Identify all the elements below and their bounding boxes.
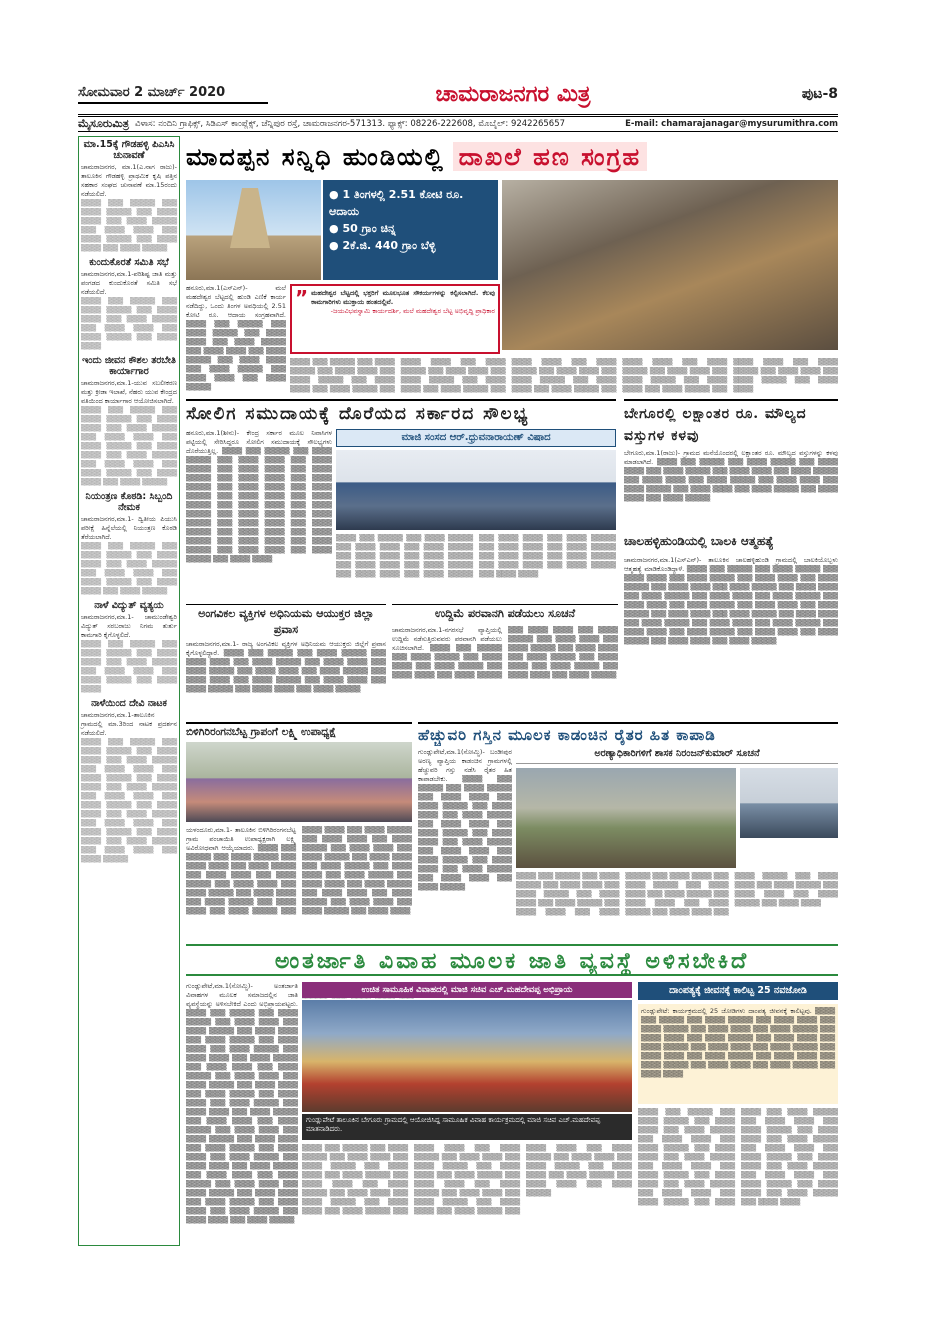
meeting-photo <box>336 450 616 530</box>
highlight-item: ● 50 ಗ್ರಾಂ ಚಿನ್ನ <box>329 222 396 235</box>
highlight-item: ● 2ಕೆ.ಜಿ. 440 ಗ್ರಾಂ ಬೆಳ್ಳಿ <box>329 239 436 252</box>
left-news-title: ನಾಳೆ ವಿದ್ಯುತ್ ವ್ಯತ್ಯಯ <box>94 600 164 611</box>
story1-quote-by: -ಜಯವಿಭವಸ್ವಾಮಿ ಕಾರ್ಯದರ್ಶಿ, ಮಲೆ ಮಹದೇಶ್ವರ ಬೆಟ್ಟ ಅಭಿವೃದ್ಧಿ ಪ್ರಾಧಿಕಾರ <box>330 307 495 315</box>
story9-headline: ಅಂತರ್ಜಾತಿ ವಿವಾಹ ಮೂಲಕ ಜಾತಿ ವ್ಯವಸ್ಥೆ ಅಳಿಸಬೇಕಿದೆ <box>186 944 838 976</box>
left-news-title: ಕುಂದುಕೊರತೆ ಸಮಿತಿ ಸಭೆ <box>89 257 169 268</box>
left-news-body: ಚಾಮರಾಜನಗರ,ಮಾ.1- ಚಾಮುಂಡೇಶ್ವರಿ ವಿದ್ಯುತ್ ಸರಬರಾಜು ನಿಗಮ ತುರ್ತು ಕಾಮಗಾರಿ ಕೈಗೊಳ್ಳಲಿದೆ. <box>81 613 177 639</box>
mass-wedding-photo <box>302 1000 632 1112</box>
left-news-body: ಚಾಮರಾಜನಗರ,ಮಾ.1-ಯುವ ಸಬಲೀಕರಣ ಮತ್ತು ಕ್ರೀಡಾ ಇಲಾಖೆ, ನೆಹರು ಯುವ ಕೇಂದ್ರದ ವತಿಯಿಂದ ಕಾರ್ಯಾಗಾರ ಆಯೋಜಿಸಲಾಗಿದೆ. <box>81 379 177 405</box>
main-news-area <box>186 136 838 1246</box>
newspaper-title: ಚಾಮರಾಜನಗರ ಮಿತ್ರ <box>435 81 591 107</box>
panchayat-photo <box>186 742 412 822</box>
story4-headline: ಚಾಲಹಳ್ಳಿಹುಂಡಿಯಲ್ಲಿ ಬಾಲಕಿ ಆತ್ಮಹತ್ಯೆ <box>624 534 774 548</box>
story1-quote: ಮಹದೇಶ್ವರ ಬೆಟ್ಟದಲ್ಲಿ ಭಕ್ತರಿಗೆ ಮೂಲಭೂತ ಸೌಕರ್ಯಗಳನ್ನು ಕಲ್ಪಿಸಲಾಗಿದೆ. ಕೆಲವು ಕಾಮಗಾರಿಗಳು ಮುಕ್ತಾಯ ಹಂತದಲ್ಲಿವೆ. <box>311 289 495 306</box>
contact-strip <box>78 114 838 132</box>
story2-subhead: ಮಾಜಿ ಸಂಸದ ಆರ್.ಧ್ರುವನಾರಾಯಣ್ ವಿಷಾದ <box>336 429 616 447</box>
left-news-item: ನಾಳೆಯಿಂದ ದೇವಿ ನಾಟಕ ಚಾಮರಾಜನಗರ,ಮಾ.1-ತಾಲೂಕಿನ ಗ್ರಾಮದಲ್ಲಿ ಮಾ.3ರಿಂದ ನಾಟಕ ಪ್ರದರ್ಶನ ನಡೆಯಲಿದೆ. ▒▒▒▒ ▒▒▒ ▒▒▒▒▒ ▒▒▒ ▒▒▒▒ ▒▒▒▒▒ ▒▒▒ ▒▒▒▒ ▒▒▒▒ ▒▒▒ ▒▒▒▒ ▒▒▒▒▒ ▒▒▒ ▒▒▒▒ ▒▒▒▒ ▒▒▒ ▒▒▒▒ ▒▒▒▒▒ ▒▒▒ ▒▒▒▒ ▒▒▒▒ ▒▒▒ ▒▒▒▒ ▒▒▒▒▒ ▒▒▒ ▒▒▒▒ ▒▒▒▒ ▒▒▒ ▒▒▒▒ ▒▒▒▒▒ ▒▒▒ ▒▒▒▒ ▒▒▒▒ ▒▒▒ ▒▒▒▒ ▒▒▒▒▒ ▒▒▒ ▒▒▒▒ ▒▒▒▒ ▒▒▒ ▒▒▒▒ ▒▒▒▒▒ ▒▒▒ ▒▒▒▒ ▒▒▒▒ ▒▒▒ ▒▒▒▒ ▒▒▒▒▒ ▒▒▒ ▒▒▒▒ ▒▒▒▒ ▒▒▒ ▒▒▒▒ ▒▒▒▒▒ <box>81 698 177 863</box>
forest-visit-photo <box>516 768 736 868</box>
story6-headline: ಉದ್ದಿಮೆ ಪರವಾನಗಿ ಪಡೆಯಲು ಸೂಚನೆ <box>392 604 618 622</box>
story1-quote-box <box>290 284 500 354</box>
story10-body: ಗುಂಡ್ಲುಪೇಟೆ: ಕಾರ್ಯಕ್ರಮದಲ್ಲಿ 25 ಜೋಡಿಗಳು ದಾಂಪತ್ಯ ಜೀವನಕ್ಕೆ ಕಾಲಿಟ್ಟವು. ▒▒▒▒ ▒▒▒ ▒▒▒▒▒ ▒▒▒ ▒▒▒▒ ▒▒▒▒▒ ▒▒▒ ▒▒▒▒ ▒▒▒▒ ▒▒▒ ▒▒▒▒ ▒▒▒▒▒ ▒▒▒ ▒▒▒▒ ▒▒▒▒ ▒▒▒ ▒▒▒▒ ▒▒▒▒▒ ▒▒▒ ▒▒▒▒ ▒▒▒▒ ▒▒▒ ▒▒▒▒ ▒▒▒▒▒ ▒▒▒ ▒▒▒▒ ▒▒▒▒ ▒▒▒ ▒▒▒▒ ▒▒▒▒▒ ▒▒▒ ▒▒▒▒ ▒▒▒▒ ▒▒▒ ▒▒▒▒ ▒▒▒▒▒ ▒▒▒ ▒▒▒▒ ▒▒▒▒ ▒▒▒ ▒▒▒▒ ▒▒▒▒▒ ▒▒▒ ▒▒▒▒ ▒▒▒▒ ▒▒▒ ▒▒▒▒ ▒▒▒▒▒ ▒▒▒ ▒▒▒▒ ▒▒▒▒ ▒▒▒ ▒▒▒▒ ▒▒▒▒▒ ▒▒▒ ▒▒▒▒ ▒▒▒▒ <box>638 1004 838 1104</box>
left-news-title: ಮಾ.15ಕ್ಕೆ ಗೌಡಹಳ್ಳಿ ಪಿಎಸಿಸಿ ಚುನಾವಣೆ <box>83 139 175 161</box>
story7-headline: ಬಿಳಿಗಿರಿರಂಗನಬೆಟ್ಟ ಗ್ರಾಪಂಗೆ ಲಕ್ಷ್ಮಿ ಉಪಾಧ್ಯಕ್ಷೆ <box>186 722 412 740</box>
story1-body: ಹನೂರು,ಮಾ.1(ಎಸ್‌ಎನ್)- ಮಲೆ ಮಹದೇಶ್ವರ ಬೆಟ್ಟದಲ್ಲಿ ಹುಂಡಿ ಎಣಿಕೆ ಕಾರ್ಯ ನಡೆದಿದ್ದು, ಒಂದು ತಿಂಗಳ ಅವಧಿಯಲ್ಲಿ 2.51 ಕೋಟಿ ರೂ. ಆದಾಯ ಸಂಗ್ರಹವಾಗಿದೆ. ▒▒▒▒ ▒▒▒ ▒▒▒▒▒ ▒▒▒ ▒▒▒▒ ▒▒▒▒▒ ▒▒▒ ▒▒▒▒ ▒▒▒▒ ▒▒▒ ▒▒▒▒ ▒▒▒▒▒ ▒▒▒ ▒▒▒▒ ▒▒▒▒ ▒▒▒ ▒▒▒▒ ▒▒▒▒▒ ▒▒▒ ▒▒▒▒ ▒▒▒▒ ▒▒▒ ▒▒▒▒ ▒▒▒▒▒ ▒▒▒ ▒▒▒▒ ▒▒▒▒ ▒▒▒ ▒▒▒▒ ▒▒▒▒▒ <box>186 284 286 391</box>
left-news-item: ಕುಂದುಕೊರತೆ ಸಮಿತಿ ಸಭೆ ಚಾಮರಾಜನಗರ,ಮಾ.1-ಪರಿಶಿಷ್ಟ ಜಾತಿ ಮತ್ತು ಪಂಗಡದ ಕುಂದುಕೊರತೆ ಸಮಿತಿ ಸಭೆ ನಡೆಯಲಿದೆ. ▒▒▒▒ ▒▒▒ ▒▒▒▒▒ ▒▒▒ ▒▒▒▒ ▒▒▒▒▒ ▒▒▒ ▒▒▒▒ ▒▒▒▒ ▒▒▒ ▒▒▒▒ ▒▒▒▒▒ ▒▒▒ ▒▒▒▒ ▒▒▒▒ ▒▒▒ ▒▒▒▒ ▒▒▒▒▒ ▒▒▒ ▒▒▒▒ ▒▒▒▒ <box>81 257 177 350</box>
left-news-body: ಚಾಮರಾಜನಗರ, ಮಾ.1(ಎ.ನಾಗ ರಾಜು)- ತಾಲೂಕಿನ ಗೌಡಹಳ್ಳಿ ಪ್ರಾಥಮಿಕ ಕೃಷಿ ಪತ್ತಿನ ಸಹಕಾರ ಸಂಘದ ಚುನಾವಣೆ ಮಾ.15ರಂದು ನಡೆಯಲಿದೆ. <box>81 163 177 198</box>
left-news-body: ಚಾಮರಾಜನಗರ,ಮಾ.1-ತಾಲೂಕಿನ ಗ್ರಾಮದಲ್ಲಿ ಮಾ.3ರಿಂದ ನಾಟಕ ಪ್ರದರ್ಶನ ನಡೆಯಲಿದೆ. <box>81 711 177 737</box>
story8-body: ಗುಂಡ್ಲುಪೇಟೆ,ಮಾ.1(ಸೋಮ್ಜಿ)- ಬಂಡೀಪುರ ಅರಣ್ಯ ವ್ಯಾಪ್ತಿಯ ಕಾಡಂಚಿನ ಗ್ರಾಮಗಳಲ್ಲಿ ಹೆಚ್ಚುವರಿ ಗಸ್ತು ನಡೆಸಿ ರೈತರ ಹಿತ ಕಾಪಾಡಬೇಕು. ▒▒▒▒ ▒▒▒ ▒▒▒▒▒ ▒▒▒ ▒▒▒▒ ▒▒▒▒▒ ▒▒▒ ▒▒▒▒ ▒▒▒▒ ▒▒▒ ▒▒▒▒ ▒▒▒▒▒ ▒▒▒ ▒▒▒▒ ▒▒▒▒ ▒▒▒ ▒▒▒▒ ▒▒▒▒▒ ▒▒▒ ▒▒▒▒ ▒▒▒▒ ▒▒▒ ▒▒▒▒ ▒▒▒▒▒ ▒▒▒ ▒▒▒▒ ▒▒▒▒ ▒▒▒ ▒▒▒▒ ▒▒▒▒▒ ▒▒▒ ▒▒▒▒ ▒▒▒▒ ▒▒▒ ▒▒▒▒ ▒▒▒▒▒ ▒▒▒ ▒▒▒▒ ▒▒▒▒ ▒▒▒ ▒▒▒▒ ▒▒▒▒▒ ▒▒▒ ▒▒▒▒ ▒▒▒▒ ▒▒▒ ▒▒▒▒ ▒▒▒▒▒ <box>418 748 512 891</box>
left-news-body: ಚಾಮರಾಜನಗರ,ಮಾ.1-ಪರಿಶಿಷ್ಟ ಜಾತಿ ಮತ್ತು ಪಂಗಡದ ಕುಂದುಕೊರತೆ ಸಮಿತಿ ಸಭೆ ನಡೆಯಲಿದೆ. <box>81 270 177 296</box>
story3-headline: ಬೇಗೂರಲ್ಲಿ ಲಕ್ಷಾಂತರ ರೂ. ಮೌಲ್ಯದ ವಸ್ತುಗಳ ಕಳವು <box>624 399 838 445</box>
counting-photo <box>502 180 838 350</box>
issue-date: ಸೋಮವಾರ 2 ಮಾರ್ಚ್ 2020 <box>78 85 268 104</box>
story2-headline: ಸೋಲಿಗ ಸಮುದಾಯಕ್ಕೆ ದೊರೆಯದ ಸರ್ಕಾರದ ಸೌಲಭ್ಯ <box>186 399 616 427</box>
quote-icon: ” <box>295 286 309 310</box>
story1-headline <box>186 136 838 176</box>
masthead <box>78 78 838 110</box>
left-news-item: ನಾಳೆ ವಿದ್ಯುತ್ ವ್ಯತ್ಯಯ ಚಾಮರಾಜನಗರ,ಮಾ.1- ಚಾಮುಂಡೇಶ್ವರಿ ವಿದ್ಯುತ್ ಸರಬರಾಜು ನಿಗಮ ತುರ್ತು ಕಾಮಗಾರಿ ಕೈಗೊಳ್ಳಲಿದೆ. ▒▒▒▒ ▒▒▒ ▒▒▒▒▒ ▒▒▒ ▒▒▒▒ ▒▒▒▒▒ ▒▒▒ ▒▒▒▒ ▒▒▒▒ ▒▒▒ ▒▒▒▒ ▒▒▒▒▒ ▒▒▒ ▒▒▒▒ ▒▒▒▒ ▒▒▒ ▒▒▒▒ ▒▒▒▒▒ ▒▒▒ ▒▒▒▒ ▒▒▒▒ <box>81 600 177 693</box>
story1-continued: ▒▒▒▒ ▒▒▒ ▒▒▒▒▒ ▒▒▒ ▒▒▒▒ ▒▒▒▒▒ ▒▒▒ ▒▒▒▒ ▒▒▒▒ ▒▒▒ ▒▒▒▒ ▒▒▒▒▒ ▒▒▒ ▒▒▒▒ ▒▒▒▒ ▒▒▒ ▒▒▒▒ ▒▒▒▒▒ ▒▒▒ ▒▒▒▒ ▒▒▒▒ ▒▒▒ ▒▒▒▒ ▒▒▒▒▒ ▒▒▒ ▒▒▒▒ ▒▒▒▒ ▒▒▒ ▒▒▒▒ ▒▒▒▒▒ ▒▒▒ ▒▒▒▒ ▒▒▒▒ ▒▒▒ ▒▒▒▒ ▒▒▒▒▒ ▒▒▒ ▒▒▒▒ ▒▒▒▒ ▒▒▒ ▒▒▒▒ ▒▒▒▒▒ ▒▒▒ ▒▒▒▒ ▒▒▒▒ ▒▒▒ ▒▒▒▒ ▒▒▒▒▒ ▒▒▒ ▒▒▒▒ ▒▒▒▒ ▒▒▒ ▒▒▒▒ ▒▒▒▒▒ ▒▒▒ ▒▒▒▒ ▒▒▒▒ ▒▒▒ ▒▒▒▒ ▒▒▒▒▒ ▒▒▒ ▒▒▒▒ ▒▒▒▒ ▒▒▒ ▒▒▒▒ ▒▒▒▒▒ ▒▒▒ ▒▒▒▒ ▒▒▒▒ ▒▒▒ ▒▒▒▒ ▒▒▒▒▒ ▒▒▒ ▒▒▒▒ ▒▒▒▒ ▒▒▒ ▒▒▒▒ ▒▒▒▒▒ ▒▒▒ ▒▒▒▒ ▒▒▒▒ ▒▒▒ ▒▒▒▒ ▒▒▒▒▒ ▒▒▒ ▒▒▒▒ ▒▒▒▒ <box>290 358 838 393</box>
story1-headline-b: ದಾಖಲೆ ಹಣ ಸಂಗ್ರಹ <box>453 142 647 171</box>
newspaper-page <box>78 78 838 1258</box>
highlight-item: ● 1 ತಿಂಗಳಲ್ಲಿ 2.51 ಕೋಟಿ ರೂ. ಆದಾಯ <box>329 188 464 218</box>
left-news-title: ಇಂದು ಜೀವನ ಕೌಶಲ ತರಬೇತಿ ಕಾರ್ಯಾಗಾರ <box>82 355 176 377</box>
story1-headline-a: ಮಾದಪ್ಪನ ಸನ್ನಿಧಿ ಹುಂಡಿಯಲ್ಲಿ <box>186 141 445 171</box>
brand-name: ಮೈಸೂರುಮಿತ್ರ <box>78 117 130 130</box>
story5-headline: ಅಂಗವಿಕಲ ವ್ಯಕ್ತಿಗಳ ಅಧಿನಿಯಮ ಆಯುಕ್ತರ ಜಿಲ್ಲಾ ಪ್ರವಾಸ <box>186 604 386 638</box>
story9-continued: ▒▒▒▒ ▒▒▒ ▒▒▒▒▒ ▒▒▒ ▒▒▒▒ ▒▒▒▒▒ ▒▒▒ ▒▒▒▒ ▒▒▒▒ ▒▒▒ ▒▒▒▒ ▒▒▒▒▒ ▒▒▒ ▒▒▒▒ ▒▒▒▒ ▒▒▒ ▒▒▒▒ ▒▒▒▒▒ ▒▒▒ ▒▒▒▒ ▒▒▒▒ ▒▒▒ ▒▒▒▒ ▒▒▒▒▒ ▒▒▒ ▒▒▒▒ ▒▒▒▒ ▒▒▒ ▒▒▒▒ ▒▒▒▒▒ ▒▒▒ ▒▒▒▒ ▒▒▒▒ ▒▒▒ ▒▒▒▒ ▒▒▒▒▒ ▒▒▒ ▒▒▒▒ ▒▒▒▒ ▒▒▒ ▒▒▒▒ ▒▒▒▒▒ ▒▒▒ ▒▒▒▒ ▒▒▒▒ ▒▒▒ ▒▒▒▒ ▒▒▒▒▒ ▒▒▒ ▒▒▒▒ ▒▒▒▒ ▒▒▒ ▒▒▒▒ ▒▒▒▒▒ ▒▒▒ ▒▒▒▒ ▒▒▒▒ ▒▒▒ ▒▒▒▒ ▒▒▒▒▒ ▒▒▒ ▒▒▒▒ ▒▒▒▒ ▒▒▒ ▒▒▒▒ ▒▒▒▒▒ ▒▒▒ ▒▒▒▒ ▒▒▒▒ ▒▒▒ ▒▒▒▒ ▒▒▒▒▒ ▒▒▒ ▒▒▒▒ ▒▒▒▒ ▒▒▒ ▒▒▒▒ ▒▒▒▒▒ ▒▒▒ ▒▒▒▒ ▒▒▒▒ ▒▒▒ ▒▒▒▒ ▒▒▒▒▒ ▒▒▒ ▒▒▒▒ ▒▒▒▒ ▒▒▒ ▒▒▒▒ ▒▒▒▒▒ ▒▒▒ ▒▒▒▒ ▒▒▒▒ ▒▒▒ ▒▒▒▒ ▒▒▒▒▒ <box>302 1144 632 1215</box>
story2-continued: ▒▒▒▒ ▒▒▒ ▒▒▒▒▒ ▒▒▒ ▒▒▒▒ ▒▒▒▒▒ ▒▒▒ ▒▒▒▒ ▒▒▒▒ ▒▒▒ ▒▒▒▒ ▒▒▒▒▒ ▒▒▒ ▒▒▒▒ ▒▒▒▒ ▒▒▒ ▒▒▒▒ ▒▒▒▒▒ ▒▒▒ ▒▒▒▒ ▒▒▒▒ ▒▒▒ ▒▒▒▒ ▒▒▒▒▒ ▒▒▒ ▒▒▒▒ ▒▒▒▒ ▒▒▒ ▒▒▒▒ ▒▒▒▒▒ ▒▒▒ ▒▒▒▒ ▒▒▒▒ ▒▒▒ ▒▒▒▒ ▒▒▒▒▒ ▒▒▒ ▒▒▒▒ ▒▒▒▒ ▒▒▒ ▒▒▒▒ ▒▒▒▒▒ ▒▒▒ ▒▒▒▒ ▒▒▒▒ ▒▒▒ ▒▒▒▒ ▒▒▒▒▒ ▒▒▒ ▒▒▒▒ ▒▒▒▒ ▒▒▒ ▒▒▒▒ ▒▒▒▒▒ ▒▒▒ ▒▒▒▒ ▒▒▒▒ <box>336 534 616 578</box>
story8-headline: ಹೆಚ್ಚುವರಿ ಗಸ್ತಿನ ಮೂಲಕ ಕಾಡಂಚಿನ ರೈತರ ಹಿತ ಕಾಪಾಡಿ <box>418 722 838 746</box>
email-text: E-mail: chamarajanagar@mysurumithra.com <box>625 119 838 129</box>
story10-continued: ▒▒▒▒ ▒▒▒ ▒▒▒▒▒ ▒▒▒ ▒▒▒▒ ▒▒▒▒▒ ▒▒▒ ▒▒▒▒ ▒▒▒▒ ▒▒▒ ▒▒▒▒ ▒▒▒▒▒ ▒▒▒ ▒▒▒▒ ▒▒▒▒ ▒▒▒ ▒▒▒▒ ▒▒▒▒▒ ▒▒▒ ▒▒▒▒ ▒▒▒▒ ▒▒▒ ▒▒▒▒ ▒▒▒▒▒ ▒▒▒ ▒▒▒▒ ▒▒▒▒ ▒▒▒ ▒▒▒▒ ▒▒▒▒▒ ▒▒▒ ▒▒▒▒ ▒▒▒▒ ▒▒▒ ▒▒▒▒ ▒▒▒▒▒ ▒▒▒ ▒▒▒▒ ▒▒▒▒ ▒▒▒ ▒▒▒▒ ▒▒▒▒▒ ▒▒▒ ▒▒▒▒ ▒▒▒▒ ▒▒▒ ▒▒▒▒ ▒▒▒▒▒ ▒▒▒ ▒▒▒▒ ▒▒▒▒ ▒▒▒ ▒▒▒▒ ▒▒▒▒▒ ▒▒▒ ▒▒▒▒ ▒▒▒▒ ▒▒▒ ▒▒▒▒ ▒▒▒▒▒ ▒▒▒ ▒▒▒▒ ▒▒▒▒ ▒▒▒ ▒▒▒▒ ▒▒▒▒▒ ▒▒▒ ▒▒▒▒ ▒▒▒▒ ▒▒▒ ▒▒▒▒ ▒▒▒▒▒ ▒▒▒ ▒▒▒▒ ▒▒▒▒ ▒▒▒ ▒▒▒▒ ▒▒▒▒▒ ▒▒▒ ▒▒▒▒ ▒▒▒▒ ▒▒▒ ▒▒▒▒ ▒▒▒▒▒ ▒▒▒ ▒▒▒▒ ▒▒▒▒ <box>638 1108 838 1206</box>
story8-subhead: ಅರಣ್ಯಾಧಿಕಾರಿಗಳಿಗೆ ಶಾಸಕ ನಿರಂಜನ್‌ಕುಮಾರ್ ಸೂಚನೆ <box>516 748 838 764</box>
story9-subhead: ಉಚಿತ ಸಾಮೂಹಿಕ ವಿವಾಹದಲ್ಲಿ ಮಾಜಿ ಸಚಿವ ಎಚ್.ಮಹದೇವಪ್ಪ ಅಭಿಪ್ರಾಯ <box>302 982 632 998</box>
left-news-title: ನಿಯಂತ್ರಣ ಕೊಠಡಿ: ಸಿಬ್ಬಂದಿ ನೇಮಕ <box>85 491 173 513</box>
story5-body: ಚಾಮರಾಜನಗರ,ಮಾ.1- ರಾಜ್ಯ ಅಂಗವಿಕಲ ವ್ಯಕ್ತಿಗಳ ಅಧಿನಿಯಮ ಆಯುಕ್ತರು ಜಿಲ್ಲೆಗೆ ಪ್ರವಾಸ ಕೈಗೊಳ್ಳಲಿದ್ದಾರೆ. ▒▒▒▒ ▒▒▒ ▒▒▒▒▒ ▒▒▒ ▒▒▒▒ ▒▒▒▒▒ ▒▒▒ ▒▒▒▒ ▒▒▒▒ ▒▒▒ ▒▒▒▒ ▒▒▒▒▒ ▒▒▒ ▒▒▒▒ ▒▒▒▒ ▒▒▒ ▒▒▒▒ ▒▒▒▒▒ ▒▒▒ ▒▒▒▒ ▒▒▒▒ ▒▒▒ ▒▒▒▒ ▒▒▒▒▒ ▒▒▒ ▒▒▒▒ ▒▒▒▒ ▒▒▒ ▒▒▒▒ ▒▒▒▒▒ ▒▒▒ ▒▒▒▒ ▒▒▒▒ ▒▒▒ ▒▒▒▒ ▒▒▒▒▒ ▒▒▒ ▒▒▒▒ ▒▒▒▒ ▒▒▒ ▒▒▒▒ ▒▒▒▒▒ <box>186 640 386 693</box>
story9-caption: ಗುಂಡ್ಲುಪೇಟೆ ತಾಲೂಕಿನ ಬೇಗೂರು ಗ್ರಾಮದಲ್ಲಿ ಆಯೋಜಿಸಿದ್ದ ಸಾಮೂಹಿಕ ವಿವಾಹ ಕಾರ್ಯಕ್ರಮದಲ್ಲಿ ಮಾಜಿ ಸಚಿವ ಎಚ್.ಮಹದೇವಪ್ಪ ಮಾತನಾಡಿದರು. <box>302 1114 632 1140</box>
story3-body: ಬೇಗೂರು,ಮಾ.1(ರಾಜು)- ಗ್ರಾಮದ ಮನೆಯೊಂದರಲ್ಲಿ ಲಕ್ಷಾಂತರ ರೂ. ಮೌಲ್ಯದ ವಸ್ತುಗಳನ್ನು ಕಳವು ಮಾಡಲಾಗಿದೆ. ▒▒▒▒ ▒▒▒ ▒▒▒▒▒ ▒▒▒ ▒▒▒▒ ▒▒▒▒▒ ▒▒▒ ▒▒▒▒ ▒▒▒▒ ▒▒▒ ▒▒▒▒ ▒▒▒▒▒ ▒▒▒ ▒▒▒▒ ▒▒▒▒ ▒▒▒ ▒▒▒▒ ▒▒▒▒▒ ▒▒▒ ▒▒▒▒ ▒▒▒▒ ▒▒▒ ▒▒▒▒ ▒▒▒▒▒ ▒▒▒ ▒▒▒▒ ▒▒▒▒ ▒▒▒ ▒▒▒▒ ▒▒▒▒▒ ▒▒▒ ▒▒▒▒ ▒▒▒▒ ▒▒▒ ▒▒▒▒ ▒▒▒▒▒ ▒▒▒ ▒▒▒▒ ▒▒▒▒ ▒▒▒ ▒▒▒▒ ▒▒▒▒▒ <box>624 449 838 502</box>
story2-body: ಹನೂರು,ಮಾ.1(ಶೀನು)- ಕೇಂದ್ರ ಸರ್ಕಾರ ಮೂಲ ನಿವಾಸಿಗಳ ಪಟ್ಟಿಯಲ್ಲಿ ಸೇರಿಸಿದ್ದರೂ ಸೋಲಿಗ ಸಮುದಾಯಕ್ಕೆ ಸೌಲಭ್ಯಗಳು ದೊರೆಯುತ್ತಿಲ್ಲ. ▒▒▒▒ ▒▒▒ ▒▒▒▒▒ ▒▒▒ ▒▒▒▒ ▒▒▒▒▒ ▒▒▒ ▒▒▒▒ ▒▒▒▒ ▒▒▒ ▒▒▒▒ ▒▒▒▒▒ ▒▒▒ ▒▒▒▒ ▒▒▒▒ ▒▒▒ ▒▒▒▒ ▒▒▒▒▒ ▒▒▒ ▒▒▒▒ ▒▒▒▒ ▒▒▒ ▒▒▒▒ ▒▒▒▒▒ ▒▒▒ ▒▒▒▒ ▒▒▒▒ ▒▒▒ ▒▒▒▒ ▒▒▒▒▒ ▒▒▒ ▒▒▒▒ ▒▒▒▒ ▒▒▒ ▒▒▒▒ ▒▒▒▒▒ ▒▒▒ ▒▒▒▒ ▒▒▒▒ ▒▒▒ ▒▒▒▒ ▒▒▒▒▒ ▒▒▒ ▒▒▒▒ ▒▒▒▒ ▒▒▒ ▒▒▒▒ ▒▒▒▒▒ ▒▒▒ ▒▒▒▒ ▒▒▒▒ ▒▒▒ ▒▒▒▒ ▒▒▒▒▒ ▒▒▒ ▒▒▒▒ ▒▒▒▒ ▒▒▒ ▒▒▒▒ ▒▒▒▒▒ ▒▒▒ ▒▒▒▒ ▒▒▒▒ ▒▒▒ ▒▒▒▒ ▒▒▒▒▒ ▒▒▒ ▒▒▒▒ ▒▒▒▒ ▒▒▒ ▒▒▒▒ ▒▒▒▒▒ ▒▒▒ ▒▒▒▒ ▒▒▒▒ <box>186 429 332 563</box>
temple-photo <box>186 180 321 280</box>
story8-continued: ▒▒▒▒ ▒▒▒ ▒▒▒▒▒ ▒▒▒ ▒▒▒▒ ▒▒▒▒▒ ▒▒▒ ▒▒▒▒ ▒▒▒▒ ▒▒▒ ▒▒▒▒ ▒▒▒▒▒ ▒▒▒ ▒▒▒▒ ▒▒▒▒ ▒▒▒ ▒▒▒▒ ▒▒▒▒▒ ▒▒▒ ▒▒▒▒ ▒▒▒▒ ▒▒▒ ▒▒▒▒ ▒▒▒▒▒ ▒▒▒ ▒▒▒▒ ▒▒▒▒ ▒▒▒ ▒▒▒▒ ▒▒▒▒▒ ▒▒▒ ▒▒▒▒ ▒▒▒▒ ▒▒▒ ▒▒▒▒ ▒▒▒▒▒ ▒▒▒ ▒▒▒▒ ▒▒▒▒ ▒▒▒ ▒▒▒▒ ▒▒▒▒▒ ▒▒▒ ▒▒▒▒ ▒▒▒▒ ▒▒▒ ▒▒▒▒ ▒▒▒▒▒ ▒▒▒ ▒▒▒▒ ▒▒▒▒ ▒▒▒ ▒▒▒▒ ▒▒▒▒▒ ▒▒▒ ▒▒▒▒ ▒▒▒▒ ▒▒▒ ▒▒▒▒ ▒▒▒▒▒ ▒▒▒ ▒▒▒▒ ▒▒▒▒ <box>516 872 838 916</box>
left-news-item: ಇಂದು ಜೀವನ ಕೌಶಲ ತರಬೇತಿ ಕಾರ್ಯಾಗಾರ ಚಾಮರಾಜನಗರ,ಮಾ.1-ಯುವ ಸಬಲೀಕರಣ ಮತ್ತು ಕ್ರೀಡಾ ಇಲಾಖೆ, ನೆಹರು ಯುವ ಕೇಂದ್ರದ ವತಿಯಿಂದ ಕಾರ್ಯಾಗಾರ ಆಯೋಜಿಸಲಾಗಿದೆ. ▒▒▒▒ ▒▒▒ ▒▒▒▒▒ ▒▒▒ ▒▒▒▒ ▒▒▒▒▒ ▒▒▒ ▒▒▒▒ ▒▒▒▒ ▒▒▒ ▒▒▒▒ ▒▒▒▒▒ ▒▒▒ ▒▒▒▒ ▒▒▒▒ ▒▒▒ ▒▒▒▒ ▒▒▒▒▒ ▒▒▒ ▒▒▒▒ ▒▒▒▒ ▒▒▒ ▒▒▒▒ ▒▒▒▒▒ ▒▒▒ ▒▒▒▒ ▒▒▒▒ ▒▒▒ ▒▒▒▒ ▒▒▒▒▒ ▒▒▒ ▒▒▒▒ ▒▒▒▒ ▒▒▒ ▒▒▒▒ ▒▒▒▒▒ <box>81 355 177 486</box>
left-news-item: ಮಾ.15ಕ್ಕೆ ಗೌಡಹಳ್ಳಿ ಪಿಎಸಿಸಿ ಚುನಾವಣೆ ಚಾಮರಾಜನಗರ, ಮಾ.1(ಎ.ನಾಗ ರಾಜು)- ತಾಲೂಕಿನ ಗೌಡಹಳ್ಳಿ ಪ್ರಾಥಮಿಕ ಕೃಷಿ ಪತ್ತಿನ ಸಹಕಾರ ಸಂಘದ ಚುನಾವಣೆ ಮಾ.15ರಂದು ನಡೆಯಲಿದೆ. ▒▒▒▒ ▒▒▒ ▒▒▒▒▒ ▒▒▒ ▒▒▒▒ ▒▒▒▒▒ ▒▒▒ ▒▒▒▒ ▒▒▒▒ ▒▒▒ ▒▒▒▒ ▒▒▒▒▒ ▒▒▒ ▒▒▒▒ ▒▒▒▒ ▒▒▒ ▒▒▒▒ ▒▒▒▒▒ ▒▒▒ ▒▒▒▒ ▒▒▒▒ ▒▒▒ ▒▒▒▒ ▒▒▒▒▒ <box>81 139 177 252</box>
story4-body: ಚಾಮರಾಜನಗರ,ಮಾ.1(ಎಸ್‌ಎನ್)- ತಾಲೂಕಿನ ಚಾಲಹಳ್ಳಿಹುಂಡಿ ಗ್ರಾಮದಲ್ಲಿ ಬಾಲಕಿಯೊಬ್ಬಳು ಆತ್ಮಹತ್ಯೆ ಮಾಡಿಕೊಂಡಿದ್ದಾಳೆ. ▒▒▒▒ ▒▒▒ ▒▒▒▒▒ ▒▒▒ ▒▒▒▒ ▒▒▒▒▒ ▒▒▒ ▒▒▒▒ ▒▒▒▒ ▒▒▒ ▒▒▒▒ ▒▒▒▒▒ ▒▒▒ ▒▒▒▒ ▒▒▒▒ ▒▒▒ ▒▒▒▒ ▒▒▒▒▒ ▒▒▒ ▒▒▒▒ ▒▒▒▒ ▒▒▒ ▒▒▒▒ ▒▒▒▒▒ ▒▒▒ ▒▒▒▒ ▒▒▒▒ ▒▒▒ ▒▒▒▒ ▒▒▒▒▒ ▒▒▒ ▒▒▒▒ ▒▒▒▒ ▒▒▒ ▒▒▒▒ ▒▒▒▒▒ ▒▒▒ ▒▒▒▒ ▒▒▒▒ ▒▒▒ ▒▒▒▒ ▒▒▒▒▒ ▒▒▒ ▒▒▒▒ ▒▒▒▒ ▒▒▒ ▒▒▒▒ ▒▒▒▒▒ ▒▒▒ ▒▒▒▒ ▒▒▒▒ ▒▒▒ ▒▒▒▒ ▒▒▒▒▒ ▒▒▒ ▒▒▒▒ ▒▒▒▒ ▒▒▒ ▒▒▒▒ ▒▒▒▒▒ ▒▒▒ ▒▒▒▒ ▒▒▒▒ ▒▒▒ ▒▒▒▒ ▒▒▒▒▒ ▒▒▒ ▒▒▒▒ ▒▒▒▒ ▒▒▒ ▒▒▒▒ ▒▒▒▒▒ ▒▒▒ ▒▒▒▒ ▒▒▒▒ ▒▒▒ ▒▒▒▒ ▒▒▒▒▒ ▒▒▒ ▒▒▒▒ ▒▒▒▒ ▒▒▒ ▒▒▒▒ ▒▒▒▒▒ <box>624 556 838 645</box>
left-news-body: ಚಾಮರಾಜನಗರ,ಮಾ.1- ದ್ವಿತೀಯ ಪಿಯುಸಿ ಪರೀಕ್ಷೆ ಹಿನ್ನೆಲೆಯಲ್ಲಿ ನಿಯಂತ್ರಣ ಕೊಠಡಿ ತೆರೆಯಲಾಗಿದೆ. <box>81 515 177 541</box>
story10-headline: ದಾಂಪತ್ಯಕ್ಕೆ ಜೀವನಕ್ಕೆ ಕಾಲಿಟ್ಟ 25 ನವಜೋಡಿ <box>638 982 838 1000</box>
story7-body: ಯಳಂದೂರು,ಮಾ.1- ತಾಲೂಕಿನ ಬಿಳಿಗಿರಿರಂಗನಬೆಟ್ಟ ಗ್ರಾಮ ಪಂಚಾಯಿತಿ ಉಪಾಧ್ಯಕ್ಷರಾಗಿ ಲಕ್ಷ್ಮಿ ಅವಿರೋಧವಾಗಿ ಆಯ್ಕೆಯಾದರು. ▒▒▒▒ ▒▒▒ ▒▒▒▒▒ ▒▒▒ ▒▒▒▒ ▒▒▒▒▒ ▒▒▒ ▒▒▒▒ ▒▒▒▒ ▒▒▒ ▒▒▒▒ ▒▒▒▒▒ ▒▒▒ ▒▒▒▒ ▒▒▒▒ ▒▒▒ ▒▒▒▒ ▒▒▒▒▒ ▒▒▒ ▒▒▒▒ ▒▒▒▒ ▒▒▒ ▒▒▒▒ ▒▒▒▒▒ ▒▒▒ ▒▒▒▒ ▒▒▒▒ ▒▒▒ ▒▒▒▒ ▒▒▒▒▒ ▒▒▒ ▒▒▒▒ ▒▒▒▒ ▒▒▒ ▒▒▒▒ ▒▒▒▒▒ ▒▒▒ ▒▒▒▒ ▒▒▒▒ ▒▒▒ ▒▒▒▒ ▒▒▒▒▒ ▒▒▒ ▒▒▒▒ ▒▒▒▒ ▒▒▒ ▒▒▒▒ ▒▒▒▒▒ ▒▒▒ ▒▒▒▒ ▒▒▒▒ ▒▒▒ ▒▒▒▒ ▒▒▒▒▒ ▒▒▒ ▒▒▒▒ ▒▒▒▒ ▒▒▒ ▒▒▒▒ ▒▒▒▒▒ ▒▒▒ ▒▒▒▒ ▒▒▒▒ ▒▒▒ ▒▒▒▒ ▒▒▒▒▒ ▒▒▒ ▒▒▒▒ ▒▒▒▒ ▒▒▒ ▒▒▒▒ ▒▒▒▒▒ ▒▒▒ ▒▒▒▒ ▒▒▒▒ ▒▒▒ ▒▒▒▒ ▒▒▒▒▒ ▒▒▒ ▒▒▒▒ ▒▒▒▒ ▒▒▒ ▒▒▒▒ ▒▒▒▒▒ ▒▒▒ ▒▒▒▒ ▒▒▒▒ <box>186 826 412 915</box>
left-news-item: ನಿಯಂತ್ರಣ ಕೊಠಡಿ: ಸಿಬ್ಬಂದಿ ನೇಮಕ ಚಾಮರಾಜನಗರ,ಮಾ.1- ದ್ವಿತೀಯ ಪಿಯುಸಿ ಪರೀಕ್ಷೆ ಹಿನ್ನೆಲೆಯಲ್ಲಿ ನಿಯಂತ್ರಣ ಕೊಠಡಿ ತೆರೆಯಲಾಗಿದೆ. ▒▒▒▒ ▒▒▒ ▒▒▒▒▒ ▒▒▒ ▒▒▒▒ ▒▒▒▒▒ ▒▒▒ ▒▒▒▒ ▒▒▒▒ ▒▒▒ ▒▒▒▒ ▒▒▒▒▒ ▒▒▒ ▒▒▒▒ ▒▒▒▒ ▒▒▒ ▒▒▒▒ ▒▒▒▒▒ ▒▒▒ ▒▒▒▒ ▒▒▒▒ ▒▒▒ ▒▒▒▒ ▒▒▒▒▒ <box>81 491 177 595</box>
left-news-title: ನಾಳೆಯಿಂದ ದೇವಿ ನಾಟಕ <box>91 698 167 709</box>
page-number: ಪುಟ-8 <box>801 86 838 102</box>
mla-portrait <box>740 768 838 838</box>
address-text: ವಿಳಾಸ: ನಂದಿನಿ ಗ್ರಾಫಿಕ್ಸ್, ಸಿಡಿಎಸ್ ಕಾಂಪ್ಲೆಕ್ಸ್, ಚೆನ್ನಿಪುರ ರಸ್ತೆ, ಚಾಮರಾಜನಗರ-571313. ಫ್ಯಾಕ್ಸ್: 08226-222608, ಮೊಬೈಲ್: 9242265657 <box>135 119 566 129</box>
story6-body: ಚಾಮರಾಜನಗರ,ಮಾ.1-ನಗರಸಭೆ ವ್ಯಾಪ್ತಿಯಲ್ಲಿ ಉದ್ದಿಮೆ ನಡೆಸುತ್ತಿರುವವರು ಪರವಾನಗಿ ಪಡೆಯಲು ಸೂಚಿಸಲಾಗಿದೆ. ▒▒▒▒ ▒▒▒ ▒▒▒▒▒ ▒▒▒ ▒▒▒▒ ▒▒▒▒▒ ▒▒▒ ▒▒▒▒ ▒▒▒▒ ▒▒▒ ▒▒▒▒ ▒▒▒▒▒ ▒▒▒ ▒▒▒▒ ▒▒▒▒ ▒▒▒ ▒▒▒▒ ▒▒▒▒▒ ▒▒▒ ▒▒▒▒ ▒▒▒▒ ▒▒▒ ▒▒▒▒ ▒▒▒▒▒ ▒▒▒ ▒▒▒▒ ▒▒▒▒ ▒▒▒ ▒▒▒▒ ▒▒▒▒▒ ▒▒▒ ▒▒▒▒ ▒▒▒▒ ▒▒▒ ▒▒▒▒ ▒▒▒▒▒ ▒▒▒ ▒▒▒▒ ▒▒▒▒ ▒▒▒ ▒▒▒▒ ▒▒▒▒▒ ▒▒▒ ▒▒▒▒ ▒▒▒▒ ▒▒▒ ▒▒▒▒ ▒▒▒▒▒ <box>392 626 618 679</box>
left-news-column <box>78 136 180 1246</box>
story1-highlights <box>323 180 498 280</box>
story9-body: ಗುಂಡ್ಲುಪೇಟೆ,ಮಾ.1(ಸೋಮ್ಜಿ)- ಅಂತರ್ಜಾತಿ ವಿವಾಹಗಳ ಮೂಲಕ ಸಮಾಜದಲ್ಲಿನ ಜಾತಿ ವ್ಯವಸ್ಥೆಯನ್ನು ಅಳಿಸಬೇಕಿದೆ ಎಂದು ಅಭಿಪ್ರಾಯಪಟ್ಟರು. ▒▒▒▒ ▒▒▒ ▒▒▒▒▒ ▒▒▒ ▒▒▒▒ ▒▒▒▒▒ ▒▒▒ ▒▒▒▒ ▒▒▒▒ ▒▒▒ ▒▒▒▒ ▒▒▒▒▒ ▒▒▒ ▒▒▒▒ ▒▒▒▒ ▒▒▒ ▒▒▒▒ ▒▒▒▒▒ ▒▒▒ ▒▒▒▒ ▒▒▒▒ ▒▒▒ ▒▒▒▒ ▒▒▒▒▒ ▒▒▒ ▒▒▒▒ ▒▒▒▒ ▒▒▒ ▒▒▒▒ ▒▒▒▒▒ ▒▒▒ ▒▒▒▒ ▒▒▒▒ ▒▒▒ ▒▒▒▒ ▒▒▒▒▒ ▒▒▒ ▒▒▒▒ ▒▒▒▒ ▒▒▒ ▒▒▒▒ ▒▒▒▒▒ ▒▒▒ ▒▒▒▒ ▒▒▒▒ ▒▒▒ ▒▒▒▒ ▒▒▒▒▒ ▒▒▒ ▒▒▒▒ ▒▒▒▒ ▒▒▒ ▒▒▒▒ ▒▒▒▒▒ ▒▒▒ ▒▒▒▒ ▒▒▒▒ ▒▒▒ ▒▒▒▒ ▒▒▒▒▒ ▒▒▒ ▒▒▒▒ ▒▒▒▒ ▒▒▒ ▒▒▒▒ ▒▒▒▒▒ ▒▒▒ ▒▒▒▒ ▒▒▒▒ ▒▒▒ ▒▒▒▒ ▒▒▒▒▒ ▒▒▒ ▒▒▒▒ ▒▒▒▒ ▒▒▒ ▒▒▒▒ ▒▒▒▒▒ ▒▒▒ ▒▒▒▒ ▒▒▒▒ ▒▒▒ ▒▒▒▒ ▒▒▒▒▒ ▒▒▒ ▒▒▒▒ ▒▒▒▒ ▒▒▒ ▒▒▒▒ ▒▒▒▒▒ ▒▒▒ ▒▒▒▒ ▒▒▒▒ ▒▒▒ ▒▒▒▒ ▒▒▒▒▒ ▒▒▒ ▒▒▒▒ ▒▒▒▒ ▒▒▒ ▒▒▒▒ ▒▒▒▒▒ ▒▒▒ ▒▒▒▒ ▒▒▒▒ ▒▒▒ ▒▒▒▒ ▒▒▒▒▒ ▒▒▒ ▒▒▒▒ ▒▒▒▒ ▒▒▒ ▒▒▒▒ ▒▒▒▒▒ ▒▒▒ ▒▒▒▒ ▒▒▒▒ ▒▒▒ ▒▒▒▒ ▒▒▒▒▒ <box>186 982 298 1224</box>
